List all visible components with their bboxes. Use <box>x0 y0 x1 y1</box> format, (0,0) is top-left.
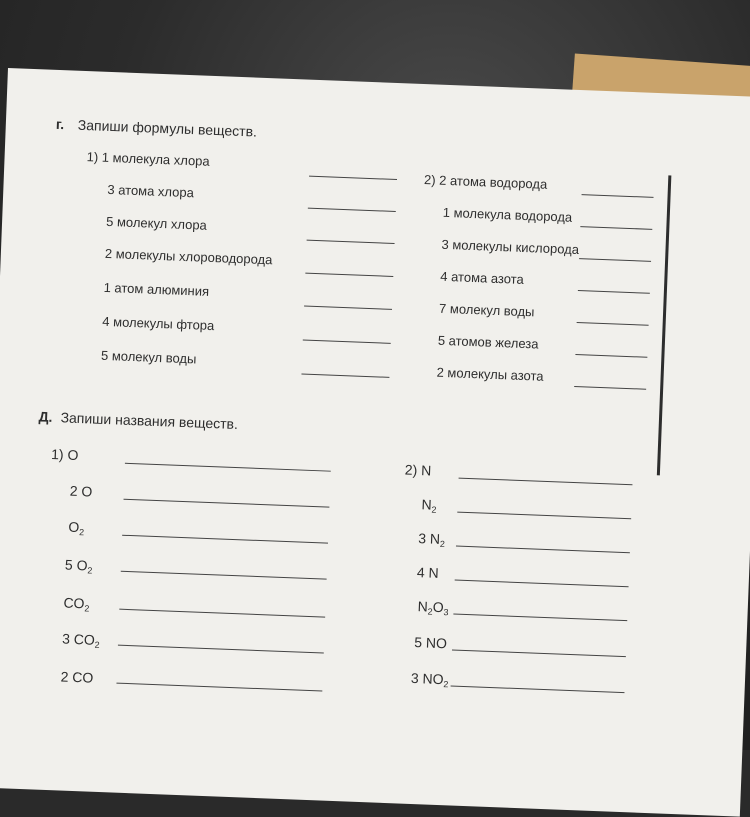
d-col2-formula: 2) N <box>404 461 432 479</box>
d-col2-formula: 3 $N_2$ <box>417 530 446 550</box>
d-col1-formula: 5 $O_2$ <box>64 556 93 576</box>
d-col1-formula: 2 CO <box>60 668 94 686</box>
d-col2-formula: 3 $NO_2$ <box>410 669 449 690</box>
g-col1-item: 1 атом алюминия <box>103 279 210 299</box>
g-col1-item: 5 молекул хлора <box>105 213 208 233</box>
d-col1-formula: 2 O <box>69 482 93 500</box>
g-col2-item: 5 атомов железа <box>437 332 539 352</box>
d-col1-formula: 3 $CO_2$ <box>61 630 100 650</box>
d-col1-formula: $CO_2$ <box>63 594 90 614</box>
answer-line[interactable] <box>574 386 646 390</box>
answer-line[interactable] <box>305 273 393 277</box>
g-col2-item: 2 молекулы азота <box>436 364 544 384</box>
answer-line[interactable] <box>121 571 327 580</box>
answer-line[interactable] <box>577 322 649 326</box>
answer-line[interactable] <box>457 512 631 520</box>
answer-line[interactable] <box>455 580 629 588</box>
d-col2-formula: $N_2$ <box>421 496 437 515</box>
worksheet-page <box>0 68 750 817</box>
answer-line[interactable] <box>307 240 395 244</box>
answer-line[interactable] <box>309 176 397 180</box>
section-d-letter: Д. <box>38 408 53 425</box>
answer-line[interactable] <box>575 354 647 358</box>
g-col1-item: 3 атома хлора <box>107 181 195 201</box>
g-col1-item: 4 молекулы фтора <box>102 313 215 334</box>
g-col1-item: 1) 1 молекула хлора <box>86 149 210 169</box>
answer-line[interactable] <box>116 683 322 692</box>
g-col2-item: 3 молекулы кислорода <box>441 236 580 258</box>
g-col2-item: 1 молекула водорода <box>442 204 573 225</box>
answer-line[interactable] <box>125 463 331 472</box>
section-g-instruction: Запиши формулы веществ. <box>77 116 258 140</box>
answer-line[interactable] <box>456 546 630 554</box>
answer-line[interactable] <box>301 373 389 377</box>
answer-line[interactable] <box>459 478 633 486</box>
answer-line[interactable] <box>451 685 625 693</box>
answer-line[interactable] <box>578 290 650 294</box>
answer-line[interactable] <box>580 226 652 230</box>
d-col2-formula: 5 NO <box>413 634 448 652</box>
g-col2-item: 7 молекул воды <box>438 300 535 320</box>
d-col2-formula: 4 N <box>416 564 440 581</box>
answer-line[interactable] <box>308 208 396 212</box>
g-col2-item: 2) 2 атома водорода <box>423 172 548 192</box>
g-col2-item: 4 атома азота <box>440 268 525 287</box>
section-g-letter: г. <box>55 115 65 133</box>
section-d-instruction: Запиши названия веществ. <box>60 409 239 433</box>
page-fold-line <box>657 175 672 475</box>
answer-line[interactable] <box>303 340 391 344</box>
answer-line[interactable] <box>124 499 330 508</box>
answer-line[interactable] <box>452 649 626 657</box>
answer-line[interactable] <box>119 609 325 618</box>
answer-line[interactable] <box>304 306 392 310</box>
answer-line[interactable] <box>453 613 627 621</box>
d-col2-formula: $N_2O_3$ <box>417 598 449 618</box>
g-col1-item: 5 молекул воды <box>100 347 197 367</box>
answer-line[interactable] <box>122 535 328 544</box>
d-col1-formula: $O_2$ <box>68 518 85 538</box>
g-col1-item: 2 молекулы хлороводорода <box>104 245 273 268</box>
answer-line[interactable] <box>579 258 651 262</box>
answer-line[interactable] <box>118 645 324 654</box>
d-col1-formula: 1) O <box>50 445 79 463</box>
answer-line[interactable] <box>582 194 654 198</box>
